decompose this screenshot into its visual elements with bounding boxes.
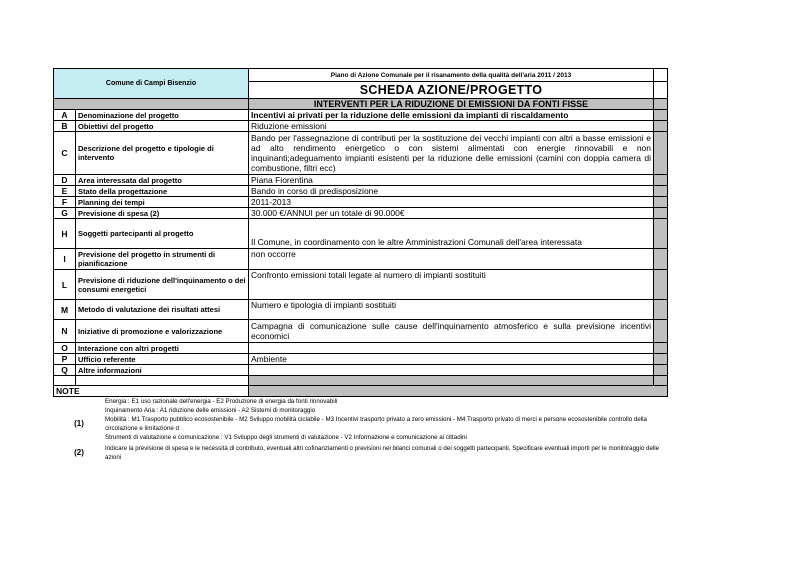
row-value: Campagna di comunicazione sulle cause dell'inquinamento atmosferico e sulla previsione incentivi economici bbox=[249, 320, 654, 343]
row-value: 30.000 €/ANNUI per un totale di 90.000€ bbox=[249, 208, 654, 219]
row-letter: Q bbox=[54, 365, 76, 376]
row-label: Altre informazioni bbox=[76, 365, 249, 376]
row-label: Previsione del progetto in strumenti di pianificazione bbox=[76, 249, 249, 270]
row-letter: L bbox=[54, 270, 76, 300]
row-value: Riduzione emissioni bbox=[249, 121, 654, 132]
plan-title: Piano di Azione Comunale per il risanamento della qualità dell'aria 2011 / 2013 bbox=[249, 69, 654, 82]
grey-cell bbox=[654, 110, 668, 121]
blank-cell bbox=[76, 376, 249, 386]
row-value: Piana Fiorentina bbox=[249, 175, 654, 186]
row-label: Iniziative di promozione e valorizzazione bbox=[76, 320, 249, 343]
grey-cell bbox=[654, 175, 668, 186]
intervention-title: INTERVENTI PER LA RIDUZIONE DI EMISSIONI DA FONTI FISSE bbox=[249, 99, 654, 110]
grey-cell bbox=[654, 121, 668, 132]
row-label: Obiettivi del progetto bbox=[76, 121, 249, 132]
grey-cell bbox=[54, 99, 249, 110]
row-label: Metodo di valutazione dei risultati attesi bbox=[76, 300, 249, 320]
grey-cell bbox=[654, 249, 668, 270]
row-value: Il Comune, in coordinamento con le altre Amministrazioni Comunali dell'area interessata bbox=[249, 219, 654, 249]
row-label: Interazione con altri progetti bbox=[76, 343, 249, 354]
row-label: Planning dei tempi bbox=[76, 197, 249, 208]
row-label: Previsione di riduzione dell'inquinamento o dei consumi energetici bbox=[76, 270, 249, 300]
row-letter: D bbox=[54, 175, 76, 186]
row-letter: B bbox=[54, 121, 76, 132]
row-value: Confronto emissioni totali legate al numero di impianti sostituiti bbox=[249, 270, 654, 300]
grey-cell bbox=[654, 300, 668, 320]
row-value bbox=[249, 365, 654, 376]
side-cell bbox=[654, 82, 668, 99]
note-number: (2) bbox=[74, 448, 84, 457]
note-line: Strumenti di valutazione e comunicazione : V1 Sviluppo degli strumenti di valutazione - V2 Informazione e comunicazione ai cittadini bbox=[105, 434, 467, 441]
grey-cell bbox=[654, 99, 668, 110]
side-cell bbox=[654, 69, 668, 82]
note-number: (1) bbox=[74, 419, 84, 428]
row-value bbox=[249, 343, 654, 354]
note-2 bbox=[53, 444, 673, 462]
note-1 bbox=[53, 397, 673, 442]
grey-cell bbox=[654, 186, 668, 197]
grey-cell bbox=[654, 219, 668, 249]
row-label: Previsione di spesa (2) bbox=[76, 208, 249, 219]
notes-label: NOTE bbox=[54, 386, 249, 397]
row-value: Bando in corso di predisposizione bbox=[249, 186, 654, 197]
row-value: Bando per l'assegnazione di contributi per la sostituzione dei vecchi impianti con altri a basse emissioni e ad alto rendimento energetico o con sistemi alimentati con energie rinnovabili e non inquinanti;adeguamento impianti esistenti per la riduzione delle emissioni (camini con doppia camera di combustione, filtri ecc) bbox=[249, 132, 654, 175]
grey-cell bbox=[654, 208, 668, 219]
row-label: Denominazione del progetto bbox=[76, 110, 249, 121]
row-value: non occorre bbox=[249, 249, 654, 270]
row-letter: C bbox=[54, 132, 76, 175]
grey-cell bbox=[654, 376, 668, 386]
note-text: Indicare la previsione di spesa e le necessità di contributo, eventuali altri cofinanziamenti o previsioni nei bilanci comunali o dei soggetti partecipanti. Specificare eventuali importi per le monitoraggio delle azioni bbox=[105, 445, 660, 461]
grey-cell bbox=[249, 376, 654, 386]
row-label: Stato della progettazione bbox=[76, 186, 249, 197]
grey-cell bbox=[654, 354, 668, 365]
municipality-name: Comune di Campi Bisenzio bbox=[54, 69, 249, 99]
row-value: Incentivi ai privati per la riduzione delle emissioni da impianti di riscaldamento bbox=[249, 110, 654, 121]
row-label: Descrizione del progetto e tipologie di intervento bbox=[76, 132, 249, 175]
row-letter: I bbox=[54, 249, 76, 270]
grey-cell bbox=[249, 386, 668, 397]
grey-cell bbox=[654, 320, 668, 343]
grey-cell bbox=[654, 365, 668, 376]
row-label: Soggetti partecipanti al progetto bbox=[76, 219, 249, 249]
row-label: Area interessata dal progetto bbox=[76, 175, 249, 186]
grey-cell bbox=[654, 270, 668, 300]
row-letter: M bbox=[54, 300, 76, 320]
sheet-title: SCHEDA AZIONE/PROGETTO bbox=[249, 82, 654, 99]
row-letter: E bbox=[54, 186, 76, 197]
grey-cell bbox=[654, 132, 668, 175]
row-letter: G bbox=[54, 208, 76, 219]
grey-cell bbox=[654, 343, 668, 354]
row-letter: N bbox=[54, 320, 76, 343]
blank-cell bbox=[54, 376, 76, 386]
row-letter: A bbox=[54, 110, 76, 121]
row-value: 2011-2013 bbox=[249, 197, 654, 208]
notes-section bbox=[53, 397, 673, 462]
row-value: Numero e tipologia di impianti sostituiti bbox=[249, 300, 654, 320]
row-label: Ufficio referente bbox=[76, 354, 249, 365]
row-letter: H bbox=[54, 219, 76, 249]
row-letter: F bbox=[54, 197, 76, 208]
note-line: Mobilità : M1 Trasporto pubblico ecosostenibile - M2 Sviluppo mobilità ciclabile - M3 Incentivi trasporto privato a zero emissioni - M4 Trasporto privato di merci e persone ecosostenibile controllo della circolazione e limitazione d bbox=[105, 416, 647, 432]
row-letter: P bbox=[54, 354, 76, 365]
note-text bbox=[105, 397, 673, 442]
note-line: Energia : E1 uso razionale dell'energia - E2 Produzione di energia da fonti rinnovabili bbox=[105, 398, 338, 405]
project-sheet bbox=[53, 68, 667, 397]
project-table bbox=[53, 68, 668, 397]
row-letter: O bbox=[54, 343, 76, 354]
grey-cell bbox=[654, 197, 668, 208]
row-value: Ambiente bbox=[249, 354, 654, 365]
note-line: Inquinamento Aria : A1 riduzione delle emissioni - A2 Sistemi di monitoraggio bbox=[105, 407, 316, 414]
